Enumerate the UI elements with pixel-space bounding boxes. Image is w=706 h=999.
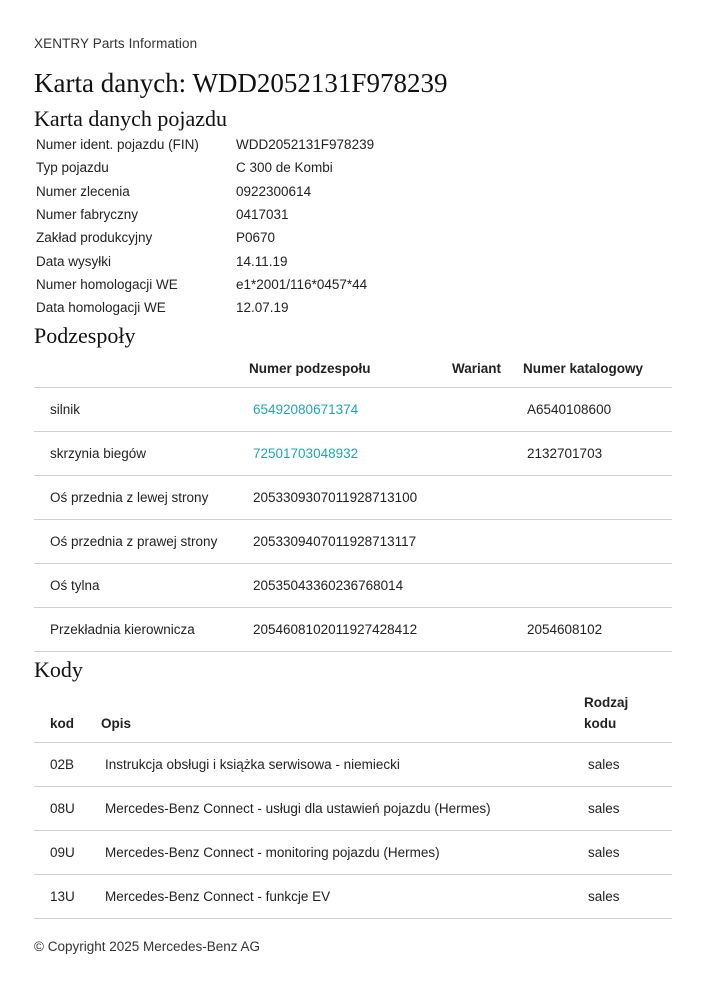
code-description: Instrukcja obsługi i książka serwisowa - niemiecki <box>105 757 400 772</box>
field-label: Numer zlecenia <box>36 183 130 199</box>
component-name: skrzynia biegów <box>50 446 147 461</box>
field-value: P0670 <box>236 230 276 246</box>
field-label: Numer ident. pojazdu (FIN) <box>36 137 199 153</box>
code-type: sales <box>588 801 620 816</box>
field-value: e1*2001/116*0457*44 <box>236 276 368 292</box>
column-header-code-type-line1: Rodzaj <box>584 695 629 710</box>
vehicle-data-list <box>36 133 436 319</box>
field-value: 0922300614 <box>236 183 312 199</box>
table-row <box>34 388 672 432</box>
vehicle-field-fin <box>36 133 436 156</box>
column-header-code-type-line2: kodu <box>584 716 617 731</box>
code-type: sales <box>588 757 620 772</box>
vehicle-data-heading: Karta danych pojazdu <box>34 106 228 131</box>
vehicle-field-homologation-number <box>36 273 436 296</box>
page-title: Karta danych: WDD2052131F978239 <box>34 68 448 98</box>
column-header-part-number: Numer podzespołu <box>249 361 371 376</box>
vehicle-field-plant <box>36 226 436 249</box>
vehicle-field-homologation-date <box>36 296 436 319</box>
column-header-description: Opis <box>101 716 132 731</box>
table-row <box>34 476 672 520</box>
code-value: 09U <box>50 845 75 860</box>
table-row <box>34 520 672 564</box>
catalog-number: 2132701703 <box>527 446 603 461</box>
code-type: sales <box>588 889 620 904</box>
part-number: 2053309307011928713100 <box>253 490 418 505</box>
part-number: 20535043360236768014 <box>253 578 404 593</box>
code-value: 08U <box>50 801 75 816</box>
components-table <box>34 387 672 652</box>
field-label: Typ pojazdu <box>36 160 109 176</box>
field-label: Numer fabryczny <box>36 207 139 223</box>
field-value: 0417031 <box>236 207 289 223</box>
table-row <box>34 875 672 919</box>
table-row <box>34 432 672 476</box>
app-title: XENTRY Parts Information <box>34 36 198 51</box>
table-row <box>34 608 672 652</box>
table-row <box>34 831 672 875</box>
table-row <box>34 743 672 787</box>
part-number-link[interactable]: 65492080671374 <box>253 402 359 417</box>
catalog-number: A6540108600 <box>527 402 612 417</box>
column-header-variant: Wariant <box>452 361 502 376</box>
components-heading: Podzespoły <box>34 323 136 348</box>
code-type: sales <box>588 845 620 860</box>
part-number: 2054608102011927428412 <box>253 622 418 637</box>
field-value: 14.11.19 <box>236 253 288 269</box>
field-label: Numer homologacji WE <box>36 276 178 292</box>
part-number: 2053309407011928713117 <box>253 534 417 549</box>
vehicle-field-factory-number <box>36 203 436 226</box>
vehicle-field-order-number <box>36 180 436 203</box>
component-name: Oś tylna <box>50 578 100 593</box>
vehicle-field-type <box>36 156 436 179</box>
column-header-catalog-number: Numer katalogowy <box>523 361 644 376</box>
field-value: C 300 de Kombi <box>236 160 333 176</box>
component-name: Przekładnia kierownicza <box>50 622 195 637</box>
field-label: Zakład produkcyjny <box>36 230 153 246</box>
column-header-code: kod <box>50 716 75 731</box>
code-description: Mercedes-Benz Connect - monitoring pojazdu (Hermes) <box>105 845 440 860</box>
field-label: Data homologacji WE <box>36 300 166 316</box>
code-value: 13U <box>50 889 75 904</box>
part-number-link[interactable]: 72501703048932 <box>253 446 359 461</box>
codes-table <box>34 742 672 919</box>
code-value: 02B <box>50 757 75 772</box>
code-description: Mercedes-Benz Connect - usługi dla ustawień pojazdu (Hermes) <box>105 801 491 816</box>
component-name: silnik <box>50 402 81 417</box>
catalog-number: 2054608102 <box>527 622 603 637</box>
field-label: Data wysyłki <box>36 253 112 269</box>
field-value: WDD2052131F978239 <box>236 137 375 153</box>
copyright-footer: © Copyright 2025 Mercedes-Benz AG <box>34 939 261 954</box>
table-row <box>34 564 672 608</box>
field-value: 12.07.19 <box>236 300 289 316</box>
component-name: Oś przednia z lewej strony <box>50 490 209 505</box>
component-name: Oś przednia z prawej strony <box>50 534 218 549</box>
vehicle-field-shipping-date <box>36 249 436 272</box>
code-description: Mercedes-Benz Connect - funkcje EV <box>105 889 331 904</box>
codes-heading: Kody <box>34 657 83 682</box>
table-row <box>34 787 672 831</box>
